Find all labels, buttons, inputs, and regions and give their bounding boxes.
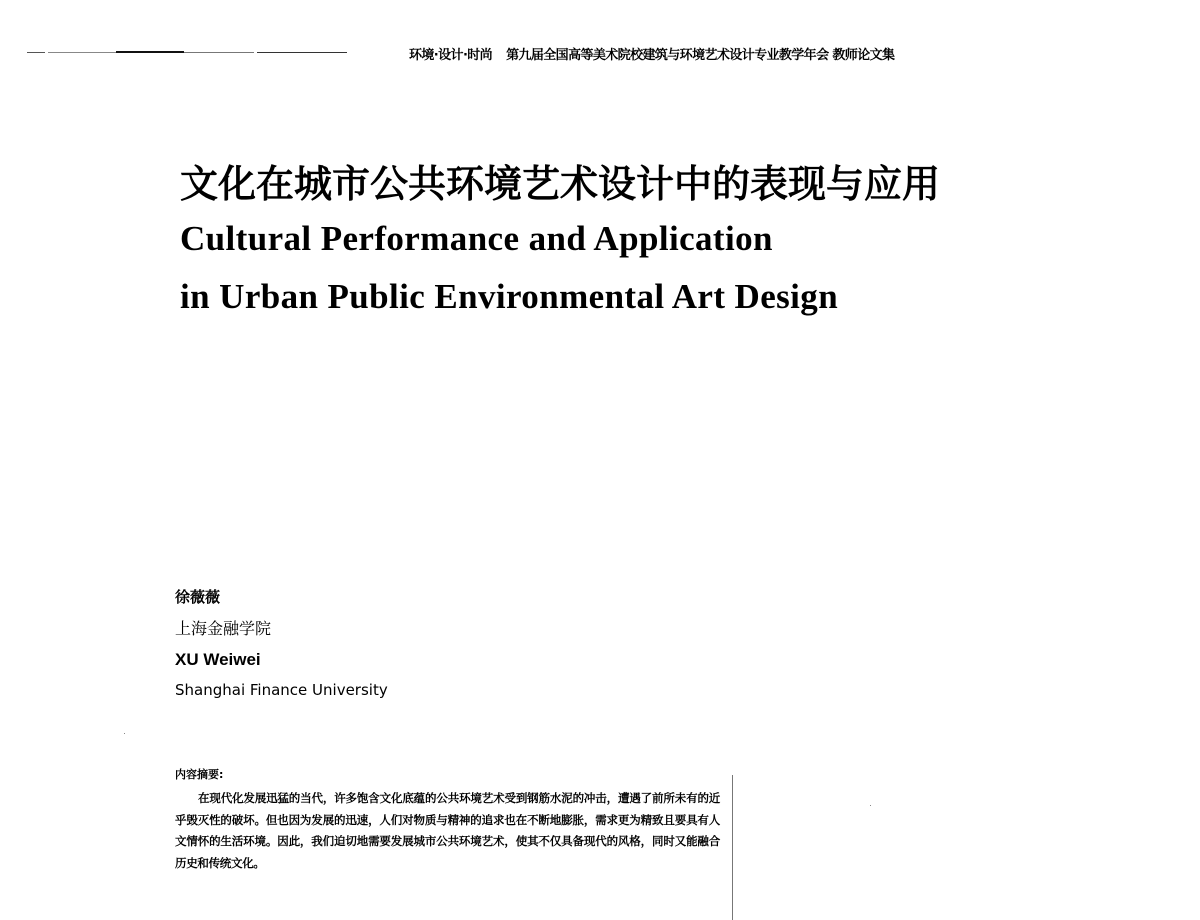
abstract-body: 在现代化发展迅猛的当代，许多饱含文化底蕴的公共环境艺术受到钢筋水泥的冲击，遭遇了前所未有的近乎毁灭性的破坏。但也因为发展的迅速，人们对物质与精神的追求也在不断地膨胀，需求更为精致且要具有人文情怀的生活环境。因此，我们迫切地需要发展城市公共环境艺术，使其不仅具备现代的风格，同时又能融合历史和传统文化。: [175, 791, 720, 870]
scan-speck: [870, 805, 871, 806]
title-block: [180, 160, 940, 326]
header-rule-segment: [257, 52, 347, 53]
author-block: [175, 582, 388, 706]
running-head: [409, 48, 894, 64]
author-affiliation-english: Shanghai Finance University: [175, 681, 388, 699]
author-affiliation-chinese: 上海金融学院: [175, 619, 272, 638]
author-name-chinese: 徐薇薇: [175, 588, 221, 606]
scan-speck: [124, 733, 125, 734]
title-english-line2: in Urban Public Environmental Art Design: [180, 277, 839, 316]
column-divider: [732, 775, 733, 920]
abstract: [175, 768, 720, 874]
header-rule-segment: [48, 52, 116, 53]
abstract-label: 内容摘要:: [175, 768, 224, 781]
running-head-section: 环境·设计·时尚: [409, 48, 493, 63]
author-name-english: XU Weiwei: [175, 650, 261, 669]
header-rule-segment: [184, 52, 254, 53]
header-rule-segment: [27, 52, 45, 53]
title-english-line1: Cultural Performance and Application: [180, 219, 773, 258]
header-rule-segment: [116, 51, 184, 53]
running-head-publication: 第九届全国高等美术院校建筑与环境艺术设计专业教学年会 教师论文集: [506, 48, 895, 63]
title-chinese: 文化在城市公共环境艺术设计中的表现与应用: [180, 161, 941, 206]
